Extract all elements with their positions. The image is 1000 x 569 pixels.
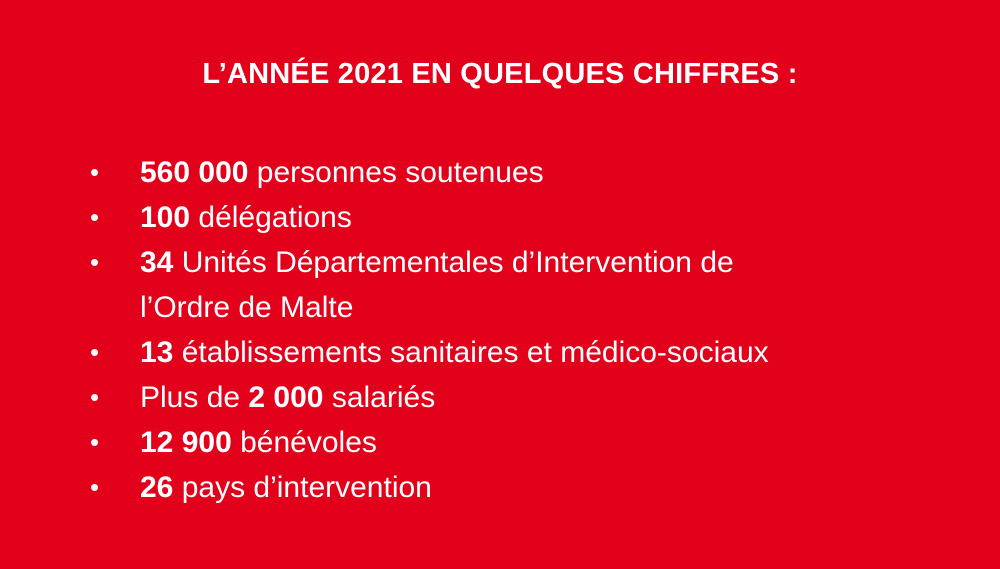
stat-label: pays d’intervention: [173, 471, 432, 504]
stat-item-delegations: [90, 195, 970, 240]
stat-label: personnes soutenues: [248, 156, 544, 189]
stat-label: bénévoles: [231, 426, 377, 459]
bullet-icon: •: [90, 337, 100, 367]
bullet-icon: •: [90, 157, 100, 187]
stat-item-establishments: [90, 330, 970, 375]
stat-label: salariés: [323, 381, 436, 414]
bullet-icon: •: [90, 472, 100, 502]
stat-number: 2 000: [248, 381, 324, 414]
stat-label-continuation: l’Ordre de Malte: [140, 291, 354, 324]
stat-number: 26: [140, 471, 174, 504]
stat-number: 13: [140, 336, 174, 369]
stat-label: Unités Départementales d’Intervention de: [173, 246, 734, 279]
stat-item-people-supported: [90, 150, 970, 195]
stat-item-employees: [90, 375, 970, 420]
stat-item-volunteers: [90, 420, 970, 465]
bullet-icon: •: [90, 427, 100, 457]
stat-item-intervention-units: [90, 240, 970, 330]
bullet-icon: •: [90, 202, 100, 232]
stat-number: 12 900: [140, 426, 232, 459]
stat-number: 560 000: [140, 156, 249, 189]
stat-label: établissements sanitaires et médico-sociaux: [173, 336, 769, 369]
bullet-icon: •: [90, 382, 100, 412]
stat-number: 100: [140, 201, 191, 234]
stat-label: délégations: [190, 201, 352, 234]
bullet-icon: •: [90, 247, 100, 277]
stat-item-countries: [90, 465, 970, 510]
stat-number: 34: [140, 246, 174, 279]
slide-title: L’ANNÉE 2021 EN QUELQUES CHIFFRES :: [202, 58, 798, 90]
stat-prefix: Plus de: [140, 381, 249, 414]
stats-list: [90, 150, 970, 510]
